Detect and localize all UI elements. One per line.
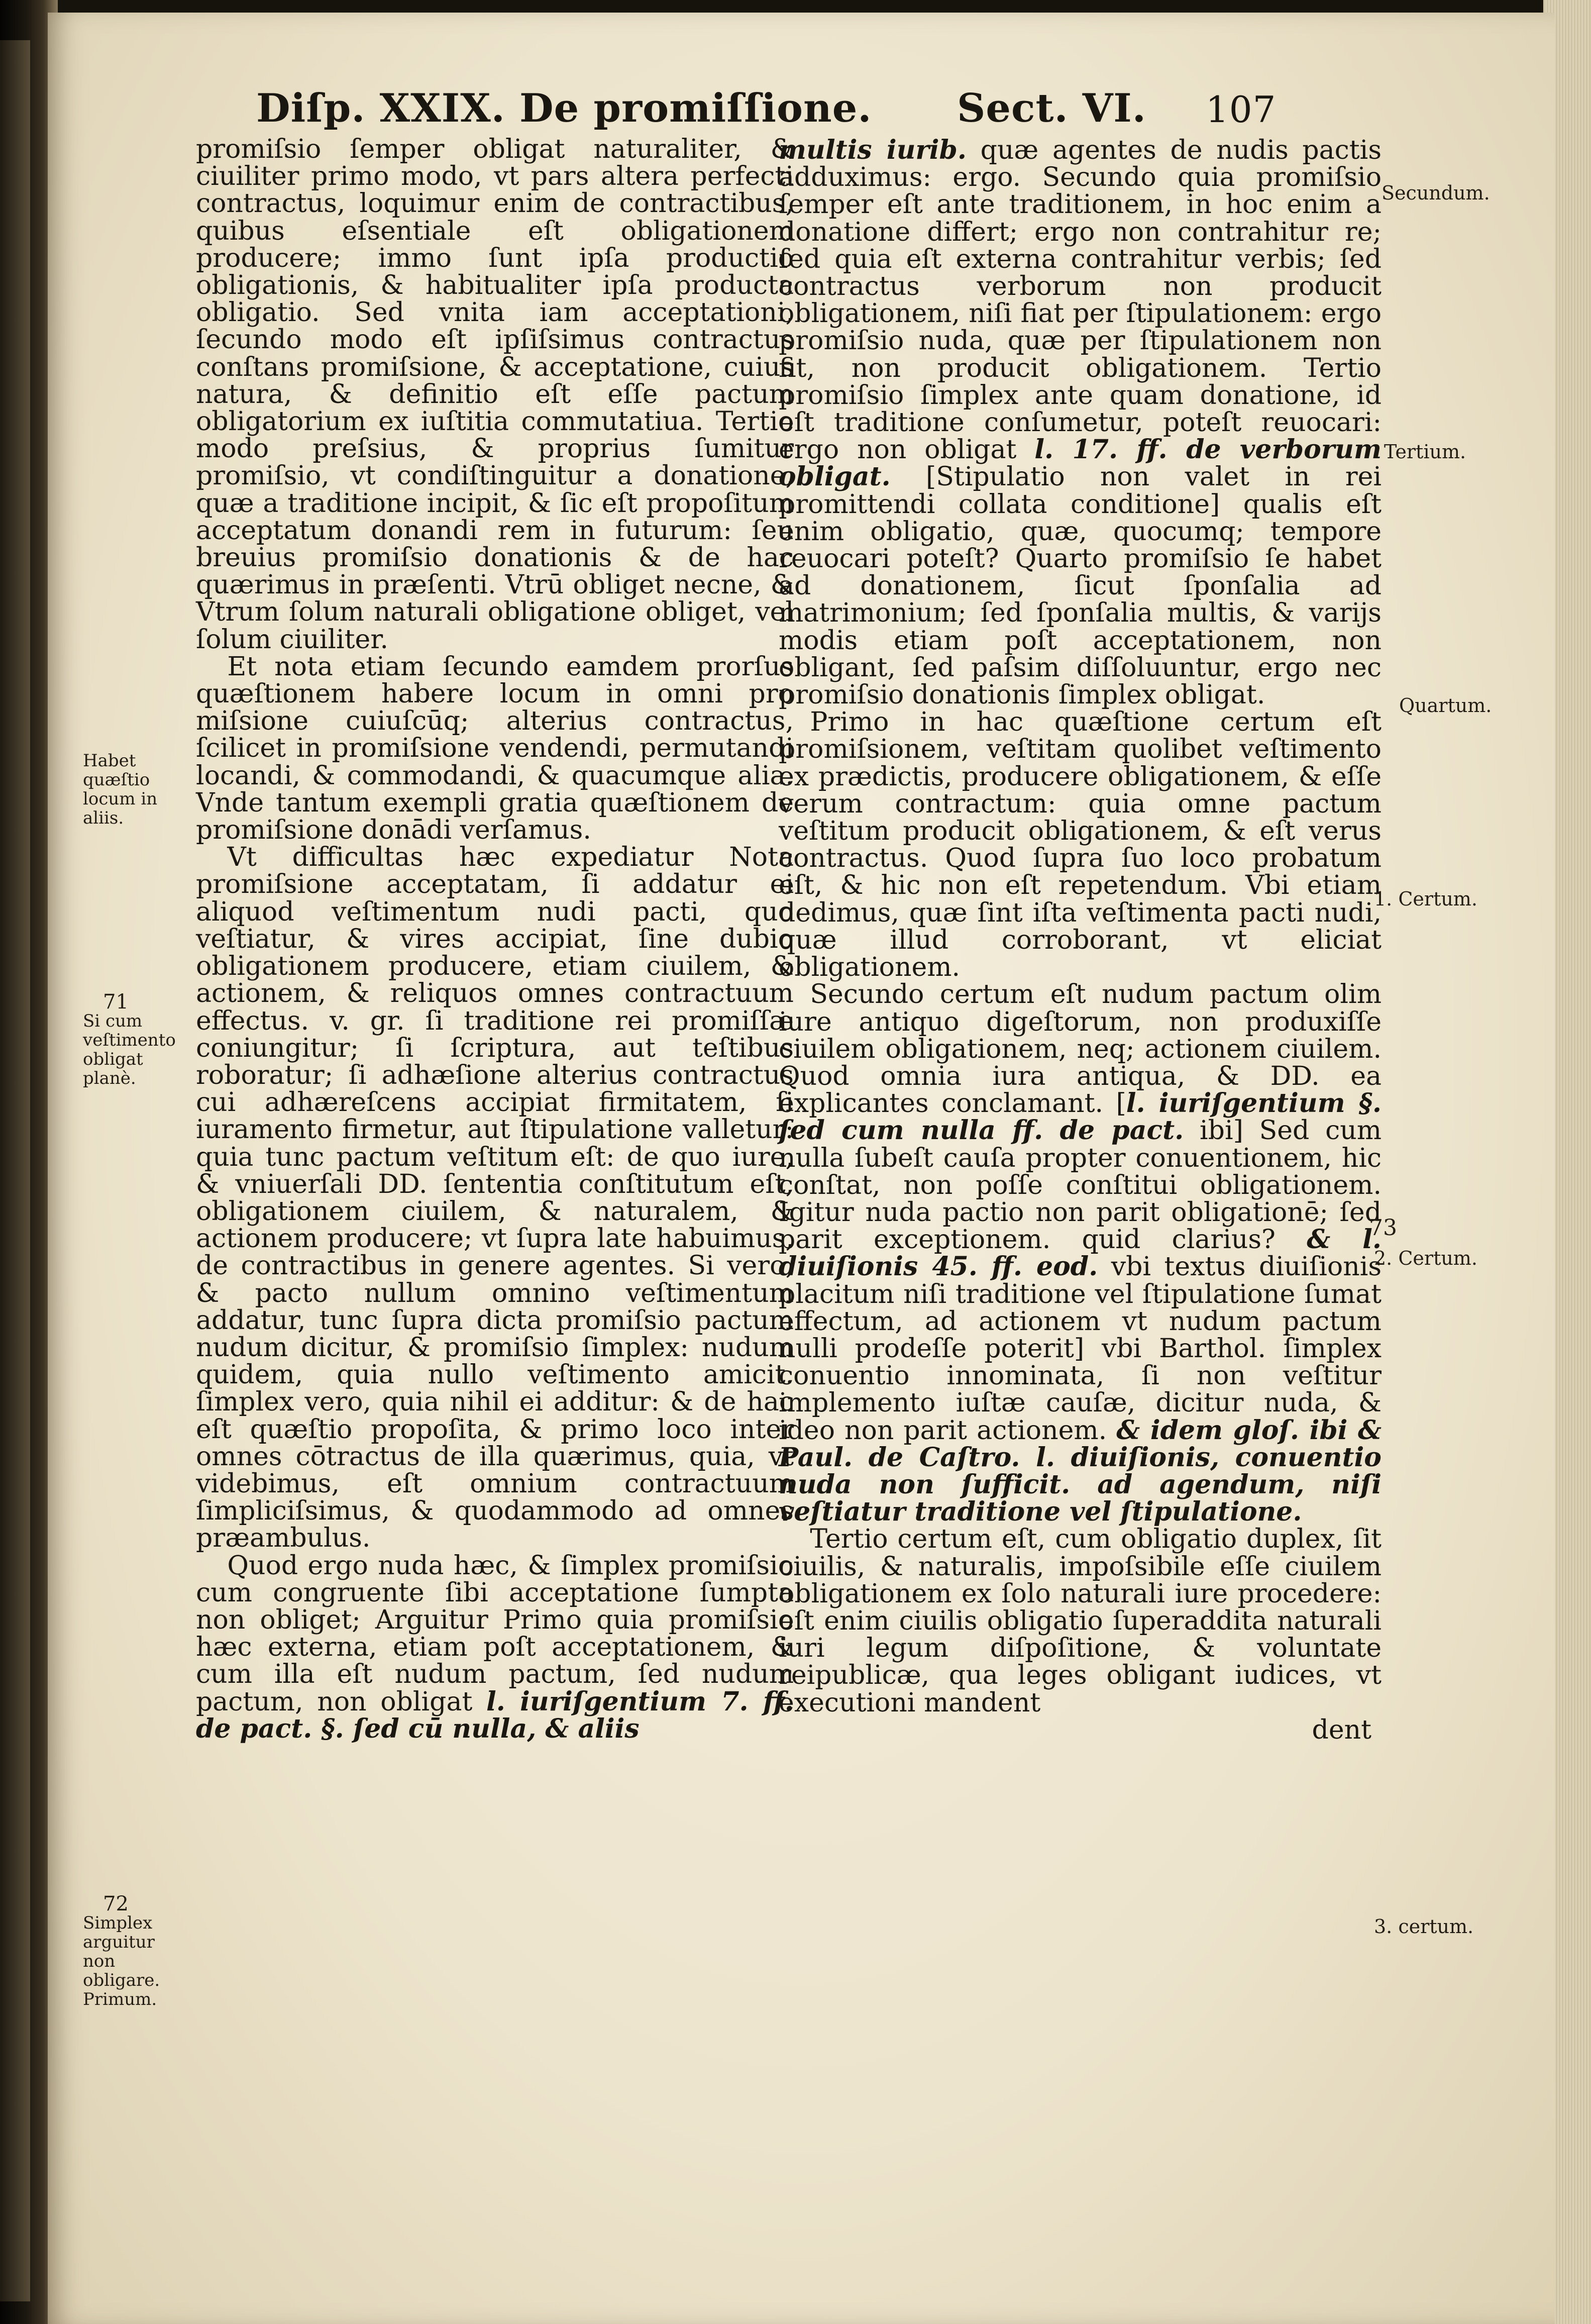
margin-number: 73	[1369, 1215, 1397, 1241]
running-head-section: Sect. VI.	[957, 85, 1146, 131]
paragraph: Primo in hac quæſtione certum eſt promiſsionem, veſtitam quolibet veſtimento ex prædictis, producere obligationem, & eſſe verum contractum: quia omne pactum veſtitum producit obligationem, & eſt verus contractus. Quod ſupra ſuo loco probatum eſt, & hic non eſt repetendum. Vbi etiam dedimus, quæ ſint iſta veſtimenta pacti nudi, quæ illud corroborant, vt eliciat obligationem.	[779, 707, 1382, 983]
margin-number: 72	[103, 1892, 129, 1915]
paragraph-text: quæ agentes de nudis pactis adduximus: ergo. Secundo quia promiſsio ſemper eſt ante traditionem, in hoc enim a donatione differt; ergo non contrahitur re; ſed quia eſt externa contrahitur verbis; ſed contractus verborum non producit obligationem, niſi fiat per ſtipulationem: ergo promiſsio nuda, quæ per ſtipulationem non fit, non producit obligationem. Tertio promiſsio ſimplex ante quam donatione, id eſt traditione conſumetur, poteſt reuocari: ergo non obligat	[779, 135, 1382, 465]
paragraph	[779, 981, 1382, 1526]
margin-note-certum-3: 3. certum.	[1374, 1915, 1474, 1938]
legal-citation: l. iuriſgentium 7. ff. de pact. §. ſed cū nulla, & aliis	[196, 1686, 794, 1744]
legal-citation: & l. diuiſionis 45. ff. eod.	[779, 1224, 1382, 1282]
paragraph	[779, 137, 1382, 709]
left-text-column	[196, 136, 794, 1743]
catchword: dent	[1312, 1714, 1371, 1745]
margin-note	[83, 1894, 188, 2009]
page-number: 107	[1206, 88, 1277, 131]
margin-note	[83, 751, 188, 828]
margin-note-text: Habet quæſtio locum in aliis.	[83, 751, 158, 828]
paragraph-text: [Stipulatio non valet in rei promittendi collata conditione] qualis eſt enim obligatio, quæ, quocumq; tempore reuocari poteſt? Quarto promiſsio ſe habet ad donationem, ſicut ſponſalia ad matrimonium; ſed ſponſalia multis, & varijs modis etiam poſt acceptationem, non obligant, ſed paſsim diſſoluuntur, ergo nec promiſsio donationis ſimplex obligat.	[779, 462, 1382, 711]
legal-citation: l. iuriſgentium §. ſed cum nulla ff. de pact.	[779, 1088, 1382, 1146]
paragraph: Tertio certum eſt, cum obligatio duplex, ſit ciuilis, & naturalis, impoſsibile eſſe ciuilem obligationem ex ſolo naturali iure procedere: eſt enim ciuilis obligatio ſuperaddita naturali iuri legum diſpoſitione, & voluntate reipublicæ, qua leges obligant iudices, vt executioni mandent	[779, 1524, 1382, 1718]
margin-number: 71	[103, 990, 129, 1014]
facing-page-edge	[0, 40, 30, 2301]
margin-note-text: Simplex arguitur non obligare. Primum.	[83, 1913, 160, 2009]
paragraph	[196, 1552, 794, 1743]
margin-note-tertium: Tertium.	[1384, 441, 1466, 463]
legal-citation: l. 17. ff. de verborum obligat.	[779, 434, 1382, 492]
margin-note	[83, 992, 188, 1088]
running-head-title: Diſp. XXIX. De promiſſione.	[256, 85, 872, 131]
paragraph-text: vbi textus diuiſionis placitum niſi traditione vel ſtipulatione ſumat effectum, ad actionem vt nudum pactum nulli prodeſſe poterit] vbi Barthol. ſimplex conuentio innominata, ſi non veſtitur implemento iuſtæ cauſæ, dicitur nuda, & ideo non parit actionem.	[779, 1252, 1382, 1446]
paragraph-text: ibi] Sed cum nulla ſubeſt cauſa propter conuentionem, hic conſtat, non poſſe conſtitui obligationem. Igitur nuda pactio non parit obligationē; ſed parit exceptionem. quid clarius?	[779, 1116, 1382, 1255]
paragraph: promiſsio ſemper obligat naturaliter, & ciuiliter primo modo, vt pars altera perfecti contractus, loquimur enim de contractibus, quibus eſsentiale eſt obligationem producere; immo ſunt ipſa productio obligationis, & habitualiter ipſa producta obligatio. Sed vnita iam acceptationi, ſecundo modo eſt ipſiſsimus contractus conſtans promiſsione, & acceptatione, cuius natura, & definitio eſt eſſe pactum obligatorium ex iuſtitia commutatiua. Tertio modo preſsius, & proprius ſumitur promiſsio, vt condiſtinguitur a donatione, quæ a traditione incipit, & ſic eſt propoſitum acceptatum donandi rem in futurum: ſeu breuius promiſsio donationis & de hac quærimus in præſenti. Vtrū obliget necne, & Vtrum ſolum naturali obligatione obliget, vel ſolum ciuiliter.	[196, 134, 794, 655]
book-page	[48, 13, 1555, 2324]
right-text-column	[779, 136, 1382, 1744]
margin-note-quartum: Quartum.	[1399, 694, 1492, 717]
margin-note-secundum: Secundum.	[1382, 182, 1490, 204]
running-head	[48, 85, 1555, 141]
paragraph: Et nota etiam ſecundo eamdem prorſus quæſtionem habere locum in omni pro miſsione cuiuſcūq; alterius contractus, ſcilicet in promiſsione vendendi, permutandi locandi, & commodandi, & quacumque alia. Vnde tantum exempli gratia quæſtionem de promiſsione donādi verſamus.	[196, 651, 794, 846]
legal-citation: & idem gloſ. ibi & Paul. de Caſtro. l. diuiſionis, conuentio nuda non ſufficit. ad agendum, niſi veſtiatur traditione vel ſtipulatione.	[779, 1414, 1382, 1528]
margin-note-certum-1: 1. Certum.	[1374, 888, 1477, 910]
legal-citation: multis iurib.	[779, 135, 967, 165]
margin-note-certum-2: 2. Certum.	[1374, 1247, 1477, 1269]
paragraph-text: Secundo certum eſt nudum pactum olim iure antiquo digeſtorum, non produxiſſe ciuilem obligationem, neq; actionem ciuilem. Quod omnia iura antiqua, & DD. ea explicantes conclamant. [	[779, 979, 1382, 1119]
paragraph-text: Quod ergo nuda hæc, & ſimplex promiſsio cum congruente ſibi acceptatione ſumpta non obliget; Arguitur Primo quia promiſsio hæc externa, etiam poſt acceptationem, & cum illa eſt nudum pactum, ſed nudum pactum, non obligat	[196, 1550, 794, 1717]
paragraph: Vt difficultas hæc expediatur Nota promiſsione acceptatam, ſi addatur ei aliquod veſtimentum nudi pacti, quo veſtiatur, & vires accipiat, ſine dubio obligationem producere, etiam ciuilem, & actionem, & reliquos omnes contractuum effectus. v. gr. ſi traditione rei promiſſæ coniungitur; ſi ſcriptura, aut teſtibus roboratur; ſi adhæſione alterius contractus cui adhæreſcens accipiat firmitatem, ſi iuramento firmetur, aut ſtipulatione valletur: quia tunc pactum veſtitum eſt: de quo iure, & vniuerſali DD. ſententia conſtitutum eſt, obligationem ciuilem, & naturalem, & actionem producere; vt ſupra late habuimus, de contractibus in genere agentes. Si vero, & pacto nullum omnino veſtimentum addatur, tunc ſupra dicta promiſsio pactum nudum dicitur, & promiſsio ſimplex: nudum quidem, quia nullo veſtimento amicit. ſimplex vero, quia nihil ei additur: & de hac eſt quæſtio propoſita, & primo loco inter omnes cōtractus de illa quærimus, quia, vt videbimus, eſt omnium contractuum ſimpliciſsimus, & quodammodo ad omnes præambulus.	[196, 842, 794, 1554]
margin-note-text: Si cum veſtimento obligat planè.	[83, 1011, 176, 1088]
